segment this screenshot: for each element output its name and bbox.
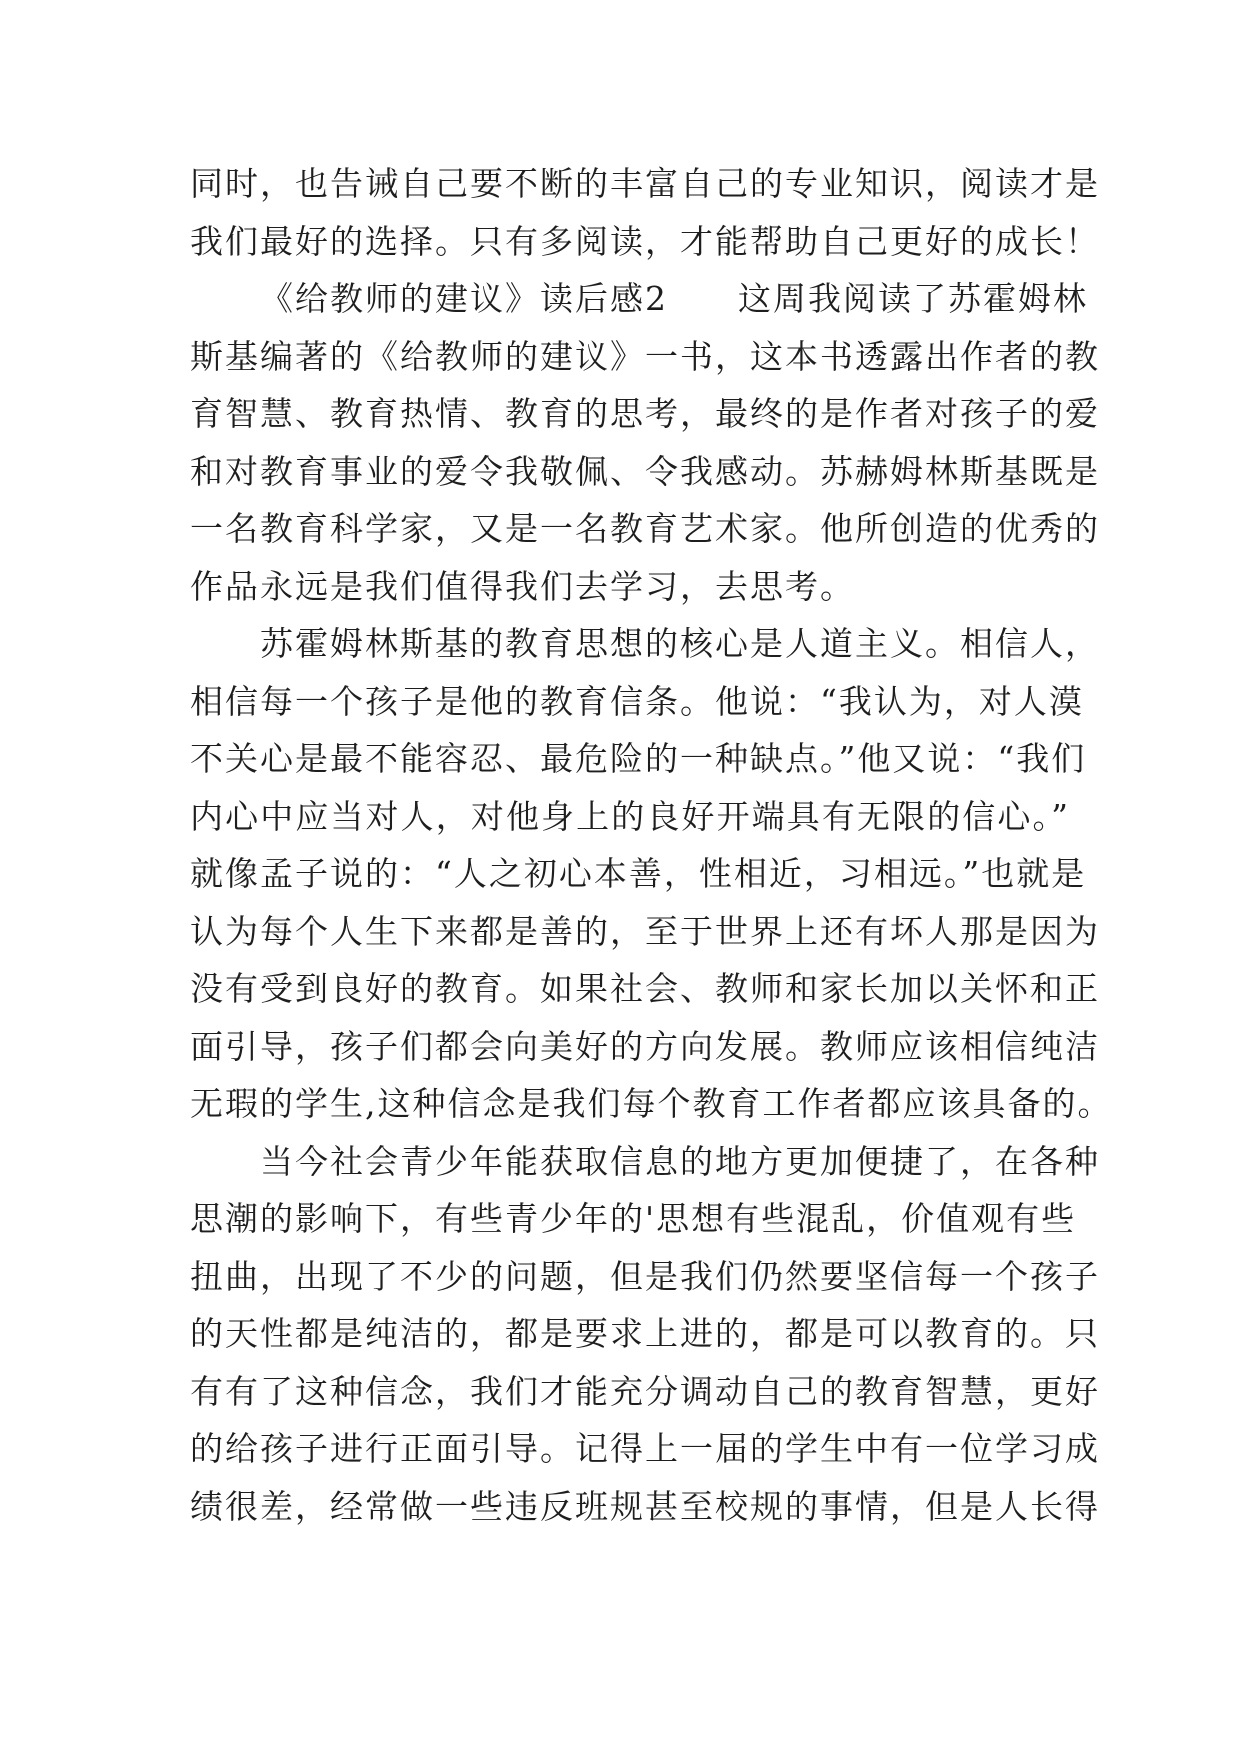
text-line: 的给孩子进行正面引导。记得上一届的学生中有一位学习成	[190, 1429, 1100, 1468]
text-line: 当今社会青少年能获取信息的地方更加便捷了，在各种	[260, 1141, 1100, 1181]
text-line: 相信每一个孩子是他的教育信条。他说：“我认为，对人漠	[190, 681, 1084, 721]
text-line: 有有了这种信念，我们才能充分调动自己的教育智慧，更好	[190, 1371, 1100, 1411]
text-line: 《给教师的建议》读后感2 这周我阅读了苏霍姆林	[260, 279, 1088, 318]
text-line: 苏霍姆林斯基的教育思想的核心是人道主义。相信人，	[260, 624, 1100, 663]
text-line: 一名教育科学家，又是一名教育艺术家。他所创造的优秀的	[190, 509, 1100, 548]
text-line: 扭曲，出现了不少的问题，但是我们仍然要坚信每一个孩子	[190, 1256, 1100, 1296]
text-line: 内心中应当对人，对他身上的良好开端具有无限的信心。”	[190, 796, 1070, 836]
text-line: 绩很差，经常做一些违反班规甚至校规的事情，但是人长得	[190, 1486, 1100, 1526]
text-line: 的天性都是纯洁的，都是要求上进的，都是可以教育的。只	[190, 1314, 1100, 1353]
text-line: 无瑕的学生,这种信念是我们每个教育工作者都应该具备的。	[190, 1084, 1113, 1123]
text-line: 面引导，孩子们都会向美好的方向发展。教师应该相信纯洁	[190, 1026, 1100, 1066]
text-line: 认为每个人生下来都是善的，至于世界上还有坏人那是因为	[190, 911, 1100, 951]
text-line: 不关心是最不能容忍、最危险的一种缺点。”他又说：“我们	[190, 739, 1087, 778]
body-text	[190, 155, 1113, 1535]
text-line: 没有受到良好的教育。如果社会、教师和家长加以关怀和正	[190, 969, 1100, 1008]
text-line: 斯基编著的《给教师的建议》一书，这本书透露出作者的教	[190, 336, 1100, 376]
text-line: 我们最好的选择。只有多阅读，才能帮助自己更好的成长！	[190, 221, 1100, 261]
text-line: 育智慧、教育热情、教育的思考，最终的是作者对孩子的爱	[190, 394, 1100, 433]
text-line: 就像孟子说的：“人之初心本善，性相近，习相远。”也就是	[190, 854, 1087, 893]
text-line: 作品永远是我们值得我们去学习，去思考。	[190, 566, 855, 606]
text-line: 思潮的影响下，有些青少年的'思想有些混乱，价值观有些	[190, 1199, 1077, 1238]
text-line: 和对教育事业的爱令我敬佩、令我感动。苏赫姆林斯基既是	[190, 451, 1100, 491]
text-line: 同时，也告诫自己要不断的丰富自己的专业知识，阅读才是	[190, 164, 1100, 203]
